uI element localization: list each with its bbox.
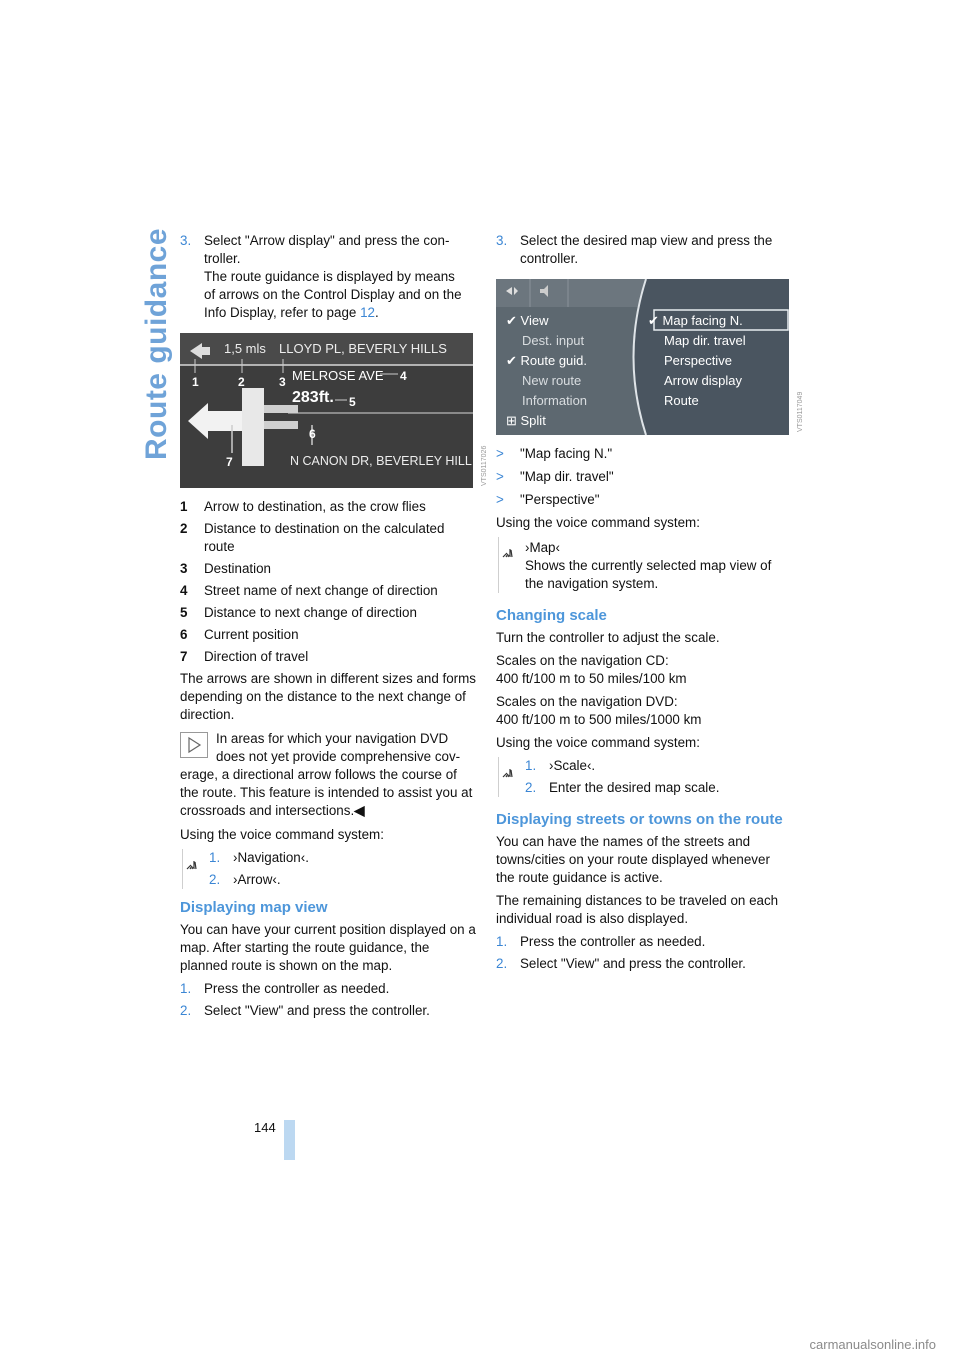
note-arrow-icon (181, 733, 207, 757)
submenu-item-map-dir-travel[interactable]: Map dir. travel (664, 333, 746, 348)
page-number-bar (284, 1120, 295, 1160)
legend-item: 6 Current position (180, 627, 299, 642)
figure-code-2: VTS0117049 (797, 391, 804, 432)
next-street-label: MELROSE AVE (292, 368, 384, 383)
next-turn-distance: 283ft. (292, 389, 334, 406)
callout-4: 4 (400, 369, 407, 383)
left-column (180, 232, 476, 326)
map-view-menu-figure (496, 279, 789, 435)
current-street-label: N CANON DR, BEVERLEY HILL (290, 454, 472, 468)
voice-command-icon (501, 545, 515, 559)
right-column-lower: > "Map facing N." > "Map dir. travel" > "Perspective" Using the voice command system: ›Map‹ Shows the currently selected map view of the navigation system. Changing scale Turn the controller to adjust the scale. Scales on the navigation CD: 400 ft/100 m to 50 miles/100 km Scales on the navigation DVD: 400 ft/100 m to 500 miles/1000 km Using the voice command system: 1. ›Scale‹. 2. Enter the desired map scale. Displaying streets or towns on the route You can have the names of the streets and towns/cities on your route displayed whenever the route guidance is active. The remaining distances to be traveled on each individual road is also displayed. 1. Press the controller as needed. 2. Select "View" and press the controller. (496, 445, 792, 977)
left-column-lower: 1 Arrow to destination, as the crow flies 2 Distance to destination on the calculated route 3 Destination 4 Street name of next change of direction 5 Distance to next change of direction 6 Current position 7 Direction of travel The arrows are shown in different sizes and forms depending on the distance to the next change of direction. In areas for which your navigation DVD does not yet provide comprehensive cov- erage, a directional arrow follows the course of the route. This feature is intended to assist you at crossroads and intersections.◀ Using the voice command system: 1. ›Navigation‹. 2. ›Arrow‹. Displaying map view You can have your current position displayed on a map. After starting the route guidance, the planned route is shown on the map. 1. Press the controller as needed. 2. Select "View" and press the controller. (180, 499, 476, 1018)
voice-commands-arrow: 1. ›Navigation‹. 2. ›Arrow‹. (182, 849, 476, 889)
page-link[interactable]: 12 (360, 305, 375, 320)
legend-item: 4 Street name of next change of direction (180, 583, 438, 598)
step-3-map-view: 3. Select the desired map view and press the controller. (496, 233, 773, 266)
voice-command-icon (501, 765, 515, 779)
map-paragraph: You can have your current position displayed on a map. After starting the route guidance, the planned route is shown on the map. (180, 922, 476, 973)
menu-item-split[interactable]: ⊞ Split (506, 413, 546, 428)
right-column (496, 232, 792, 272)
voice-commands-scale: 1. ›Scale‹. 2. Enter the desired map scale. (498, 757, 792, 797)
callout-2: 2 (238, 375, 245, 389)
arrows-paragraph: The arrows are shown in different sizes and forms depending on the distance to the next change of direction. (180, 671, 476, 722)
step-3-arrow-display: 3. Select "Arrow display" and press the con- troller. The route guidance is displayed by means of arrows on the Control Display and on the Info Display, refer to page 12. (180, 233, 462, 320)
legend-item: 5 Distance to next change of direction (180, 605, 417, 620)
section-heading-map-view: Displaying map view (180, 899, 328, 916)
legend-list (180, 498, 476, 666)
callout-6: 6 (309, 427, 316, 441)
sidebar-section-title (118, 227, 173, 468)
callout-5: 5 (349, 395, 356, 409)
submenu-item-arrow-display[interactable]: Arrow display (664, 373, 743, 388)
menu-item-route-guid[interactable]: ✔ Route guid. (506, 353, 588, 368)
legend-item: 3 Destination (180, 561, 271, 576)
voice-intro: Using the voice command system: (180, 827, 384, 842)
menu-item-dest-input[interactable]: Dest. input (522, 333, 585, 348)
arrow-display-figure (180, 333, 473, 488)
submenu-item-route[interactable]: Route (664, 393, 699, 408)
menu-item-new-route[interactable]: New route (522, 373, 582, 388)
section-heading-displaying-streets: Displaying streets or towns on the route (496, 811, 783, 828)
destination-label: LLOYD PL, BEVERLY HILLS (279, 341, 447, 356)
submenu-item-map-facing-n[interactable]: ✔ Map facing N. (648, 313, 743, 328)
callout-1: 1 (192, 375, 199, 389)
voice-command-icon (185, 857, 199, 871)
distance-to-destination: 1,5 mls (224, 341, 266, 356)
legend-item: 2 Distance to destination on the calculated route (180, 521, 445, 554)
main-menu-list (506, 311, 587, 431)
section-title-text: Route guidance (140, 227, 173, 460)
callout-3: 3 (279, 375, 286, 389)
view-submenu-list (648, 311, 746, 411)
voice-command-map: ›Map‹ Shows the currently selected map view of the navigation system. (498, 537, 792, 593)
figure-code-1: VTS0117026 (481, 445, 488, 486)
menu-item-view[interactable]: ✔ View (506, 313, 549, 328)
section-heading-changing-scale: Changing scale (496, 607, 607, 624)
watermark: carmanualsonline.info (809, 1337, 936, 1352)
submenu-item-perspective[interactable]: Perspective (664, 353, 732, 368)
note-box (180, 732, 208, 758)
voice-intro-right: Using the voice command system: (496, 515, 700, 530)
page-number: 144 (254, 1120, 276, 1135)
legend-item: 7 Direction of travel (180, 649, 309, 664)
callout-7: 7 (226, 455, 233, 469)
menu-item-information[interactable]: Information (522, 393, 588, 408)
legend-item: 1 Arrow to destination, as the crow flies (180, 499, 426, 514)
note-block: In areas for which your navigation DVD does not yet provide comprehensive cov- erage, a directional arrow follows the course of the route. This feature is intended to assist you at crossroads and intersections.◀ (180, 731, 473, 818)
